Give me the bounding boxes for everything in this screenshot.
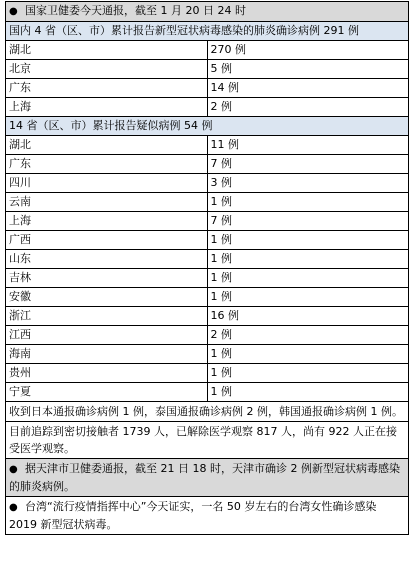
- international-note: 收到日本通报确诊病例 1 例，泰国通报确诊病例 2 例，韩国通报确诊病例 1 例。: [6, 402, 409, 422]
- bullet-icon: ●: [9, 502, 18, 513]
- taiwan-note: 台湾“流行疫情指挥中心”今天证实，一名 50 岁左右的台湾女性确诊感染 2019 新型冠状病毒。: [9, 500, 377, 531]
- confirmed-row: [6, 98, 409, 117]
- suspected-count: 3 例: [207, 174, 409, 193]
- suspected-count: 1 例: [207, 345, 409, 364]
- suspected-row: [6, 269, 409, 288]
- suspected-region: 海南: [6, 345, 208, 364]
- confirmed-row: [6, 60, 409, 79]
- suspected-count: 7 例: [207, 155, 409, 174]
- confirmed-count: 5 例: [207, 60, 409, 79]
- suspected-row: [6, 193, 409, 212]
- report-header: 国家卫健委今天通报，截至 1 月 20 日 24 时: [25, 4, 246, 17]
- contacts-note: 目前追踪到密切接触者 1739 人，已解除医学观察 817 人，尚有 922 人正在接受医学观察。: [6, 422, 409, 459]
- confirmed-title: 国内 4 省（区、市）累计报告新型冠状病毒感染的肺炎确诊病例 291 例: [6, 22, 409, 41]
- bullet-icon: ●: [9, 464, 18, 475]
- suspected-count: 7 例: [207, 212, 409, 231]
- suspected-count: 1 例: [207, 364, 409, 383]
- contacts-note-row: [6, 422, 409, 459]
- confirmed-row: [6, 79, 409, 98]
- suspected-row: [6, 288, 409, 307]
- suspected-count: 1 例: [207, 269, 409, 288]
- confirmed-region: 北京: [6, 60, 208, 79]
- bullet-icon: ●: [9, 6, 18, 17]
- suspected-row: [6, 383, 409, 402]
- tianjin-note-row: [6, 459, 409, 497]
- suspected-row: [6, 174, 409, 193]
- suspected-row: [6, 136, 409, 155]
- confirmed-title-row: [6, 22, 409, 41]
- suspected-region: 山东: [6, 250, 208, 269]
- confirmed-region: 上海: [6, 98, 208, 117]
- confirmed-row: [6, 41, 409, 60]
- confirmed-region: 湖北: [6, 41, 208, 60]
- tianjin-note: 据天津市卫健委通报，截至 21 日 18 时，天津市确诊 2 例新型冠状病毒感染的肺炎病例。: [9, 462, 400, 493]
- confirmed-count: 270 例: [207, 41, 409, 60]
- suspected-row: [6, 212, 409, 231]
- suspected-region: 广西: [6, 231, 208, 250]
- suspected-region: 江西: [6, 326, 208, 345]
- confirmed-count: 14 例: [207, 79, 409, 98]
- suspected-region: 宁夏: [6, 383, 208, 402]
- suspected-row: [6, 345, 409, 364]
- suspected-region: 上海: [6, 212, 208, 231]
- suspected-row: [6, 364, 409, 383]
- suspected-title-row: [6, 117, 409, 136]
- report-header-row: [6, 2, 409, 22]
- suspected-count: 1 例: [207, 193, 409, 212]
- suspected-count: 1 例: [207, 231, 409, 250]
- taiwan-note-row: [6, 497, 409, 535]
- suspected-region: 四川: [6, 174, 208, 193]
- suspected-count: 11 例: [207, 136, 409, 155]
- international-note-row: [6, 402, 409, 422]
- suspected-count: 2 例: [207, 326, 409, 345]
- confirmed-count: 2 例: [207, 98, 409, 117]
- suspected-count: 1 例: [207, 250, 409, 269]
- suspected-count: 16 例: [207, 307, 409, 326]
- suspected-row: [6, 155, 409, 174]
- suspected-region: 云南: [6, 193, 208, 212]
- suspected-region: 吉林: [6, 269, 208, 288]
- suspected-region: 浙江: [6, 307, 208, 326]
- suspected-region: 湖北: [6, 136, 208, 155]
- confirmed-region: 广东: [6, 79, 208, 98]
- suspected-region: 广东: [6, 155, 208, 174]
- suspected-count: 1 例: [207, 288, 409, 307]
- suspected-region: 贵州: [6, 364, 208, 383]
- suspected-region: 安徽: [6, 288, 208, 307]
- epidemic-report-table: [5, 1, 409, 535]
- suspected-title: 14 省（区、市）累计报告疑似病例 54 例: [6, 117, 409, 136]
- suspected-row: [6, 250, 409, 269]
- suspected-row: [6, 307, 409, 326]
- suspected-row: [6, 231, 409, 250]
- suspected-count: 1 例: [207, 383, 409, 402]
- suspected-row: [6, 326, 409, 345]
